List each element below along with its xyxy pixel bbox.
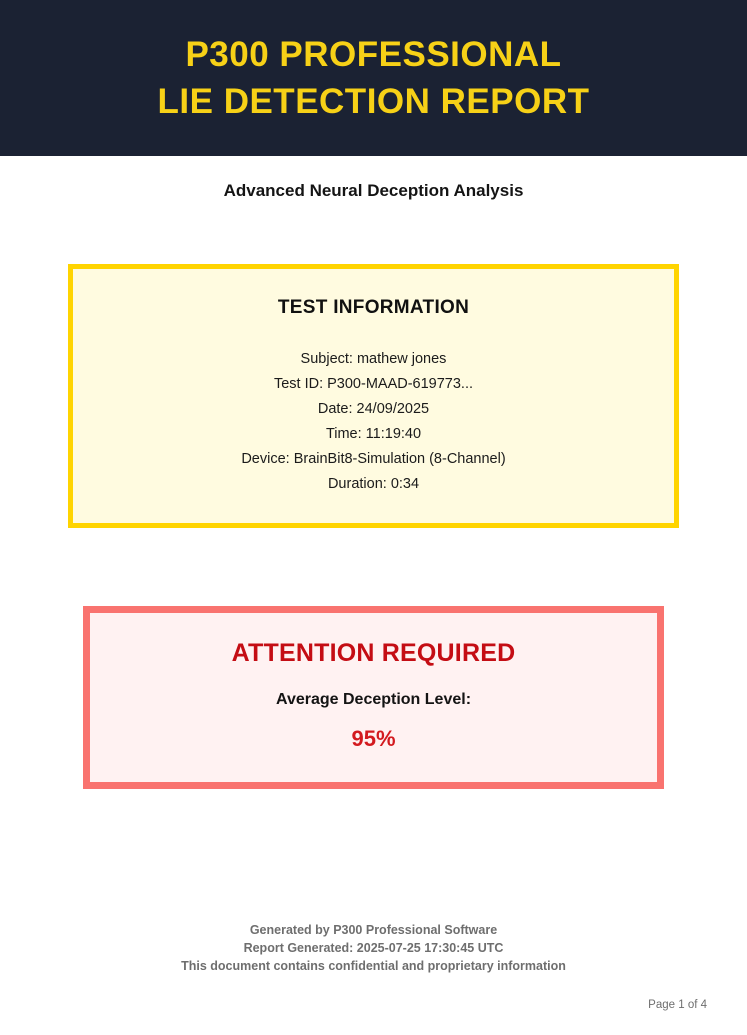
test-information-test-id: Test ID: P300-MAAD-619773... (273, 376, 474, 392)
attention-required-title: ATTENTION REQUIRED (231, 639, 516, 667)
test-information-date: Date: 24/09/2025 (317, 401, 430, 417)
page-number: Page 1 of 4 (648, 999, 707, 1011)
average-deception-level-label: Average Deception Level: (275, 691, 472, 708)
footer-generated-timestamp: Report Generated: 2025-07-25 17:30:45 UTC (243, 941, 504, 955)
report-title-line-2: LIE DETECTION REPORT (157, 82, 590, 121)
average-deception-level-value: 95% (351, 726, 396, 751)
report-header-banner (0, 0, 747, 156)
report-footer (0, 921, 747, 975)
report-title-line-1: P300 PROFESSIONAL (185, 35, 562, 74)
attention-required-panel (83, 606, 664, 789)
test-information-time: Time: 11:19:40 (325, 426, 422, 442)
report-subtitle: Advanced Neural Deception Analysis (223, 181, 524, 200)
test-information-panel (68, 264, 679, 528)
footer-generated-by: Generated by P300 Professional Software (249, 923, 498, 937)
test-information-device: Device: BrainBit8-Simulation (8-Channel) (241, 451, 506, 467)
test-information-duration: Duration: 0:34 (327, 476, 420, 492)
test-information-title: TEST INFORMATION (277, 297, 470, 318)
test-information-subject: Subject: mathew jones (300, 351, 447, 367)
footer-confidentiality-notice: This document contains confidential and proprietary information (181, 959, 566, 973)
